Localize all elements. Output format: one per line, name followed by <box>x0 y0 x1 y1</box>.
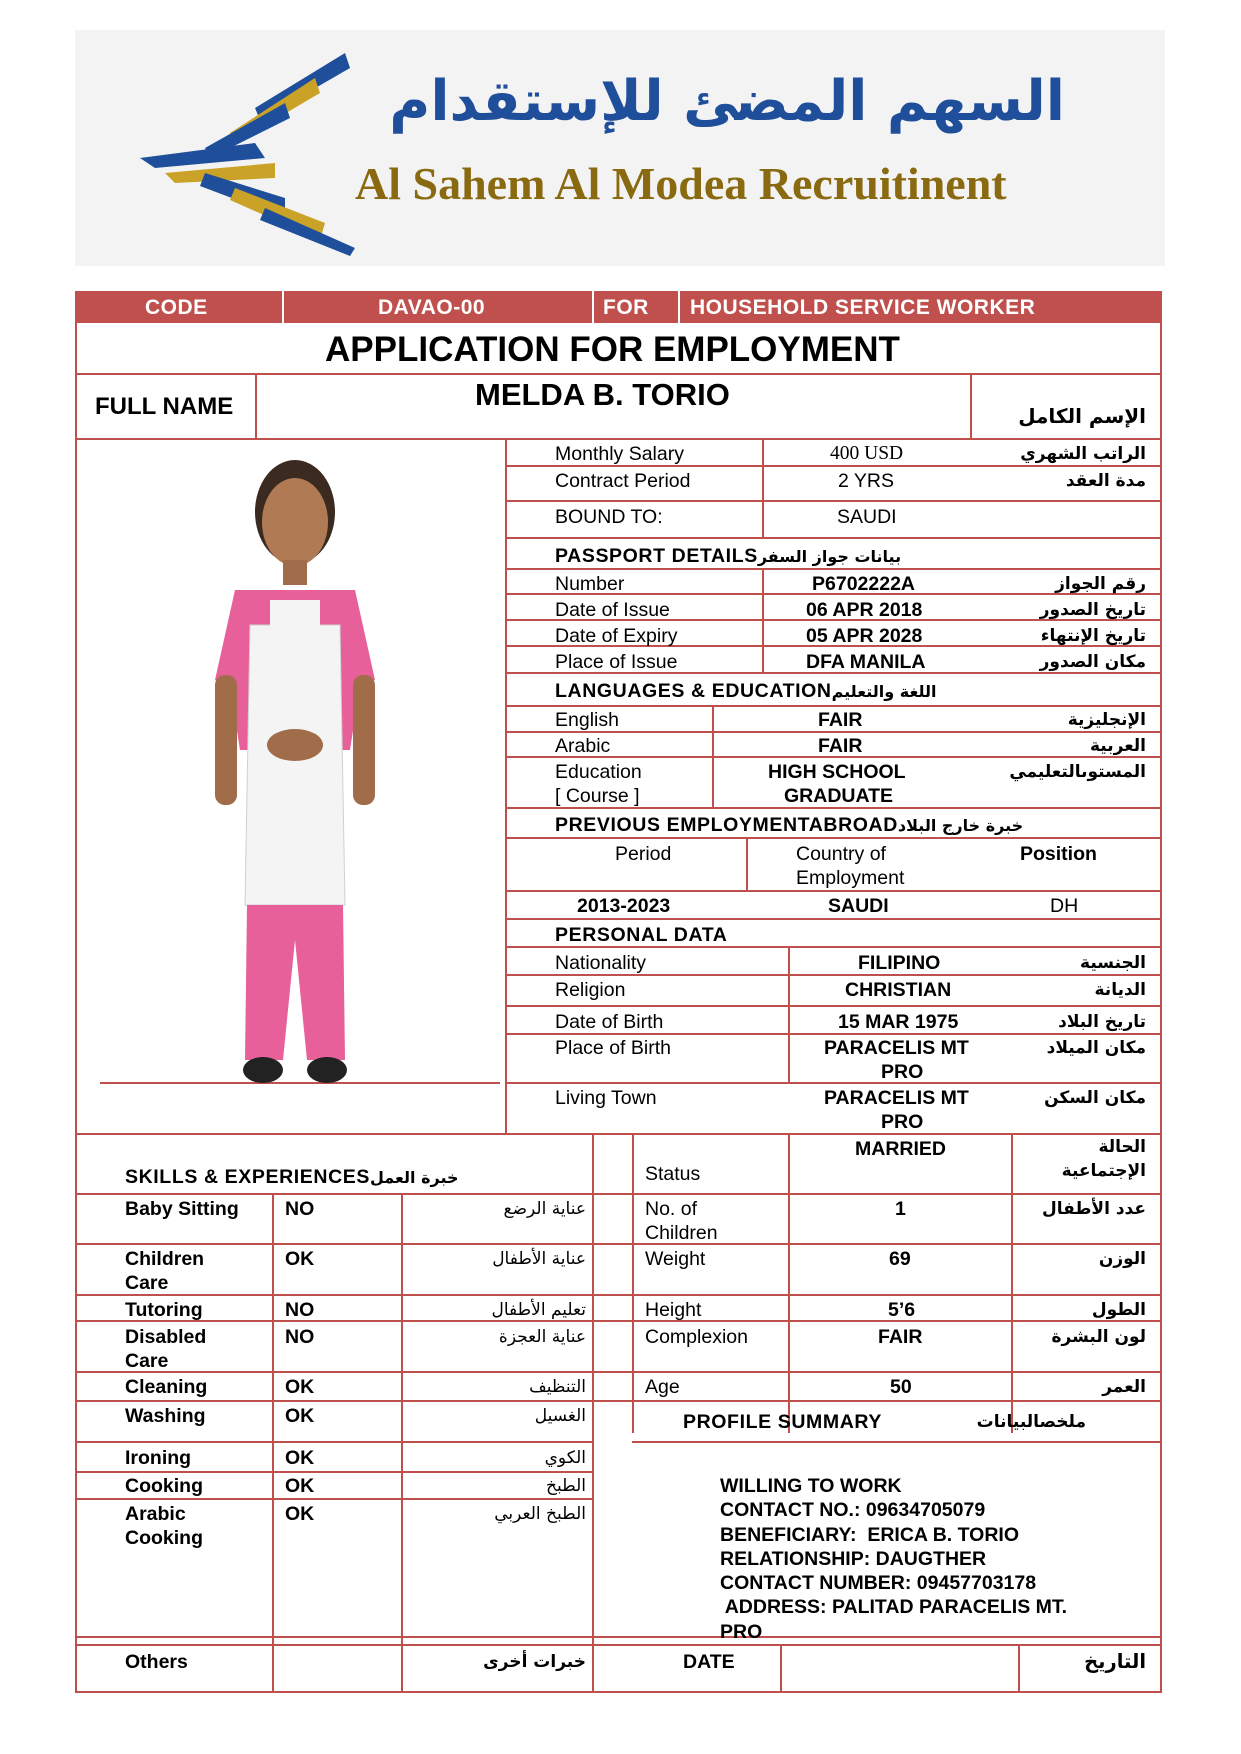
baby-sitting-label: Baby Sitting <box>125 1198 239 1220</box>
english-ar: الإنجليزية <box>1067 710 1146 730</box>
arabic-value: FAIR <box>818 735 863 757</box>
contract-period-label: Contract Period <box>555 470 691 492</box>
education-label: Education <box>555 761 642 783</box>
place-of-issue-label: Place of Issue <box>555 651 678 673</box>
logo-arabic-text: السهم المضئ للإستقدام <box>389 69 1065 134</box>
complexion-ar: لون البشرة <box>1051 1327 1146 1347</box>
living-town-label: Living Town <box>555 1087 657 1109</box>
profile-line: WILLING TO WORK <box>720 1475 902 1497</box>
cleaning-label: Cleaning <box>125 1376 208 1398</box>
full-name-label-ar: الإسم الكامل <box>1018 404 1146 428</box>
languages-heading: LANGUAGES & EDUCATIONاللغة والتعليم <box>555 680 937 702</box>
living-town-value-1: PARACELIS MT <box>824 1087 969 1109</box>
date-of-expiry-label: Date of Expiry <box>555 625 678 647</box>
children-care-label-2: Care <box>125 1272 169 1294</box>
nationality-ar: الجنسية <box>1080 953 1146 973</box>
children-label-1: No. of <box>645 1198 698 1220</box>
profile-summary-text <box>720 1474 1067 1644</box>
position-value: DH <box>1050 895 1079 917</box>
tutoring-ar: تعليم الأطفال <box>491 1300 586 1320</box>
profile-line: CONTACT NO.: 09634705079 <box>720 1499 986 1522</box>
cooking-ar: الطبخ <box>546 1476 586 1496</box>
age-value: 50 <box>890 1376 912 1398</box>
dob-ar: تاريخ البلاد <box>1058 1012 1146 1032</box>
arabic-cooking-value: OK <box>285 1503 315 1525</box>
code-label: CODE <box>145 296 208 319</box>
education-course-label: [ Course ] <box>555 785 640 807</box>
date-label-ar: التاريخ <box>1084 1650 1146 1673</box>
baby-sitting-value: NO <box>285 1198 315 1220</box>
page-title: APPLICATION FOR EMPLOYMENT <box>325 330 900 369</box>
profile-line: CONTACT NUMBER: 09457703178 <box>720 1572 1037 1595</box>
pob-value-1: PARACELIS MT <box>824 1037 969 1059</box>
age-label: Age <box>645 1376 680 1398</box>
weight-ar: الوزن <box>1098 1249 1146 1269</box>
disabled-care-label-2: Care <box>125 1350 169 1372</box>
children-care-ar: عناية الأطفال <box>492 1249 586 1269</box>
washing-ar: الغسيل <box>534 1406 586 1426</box>
passport-number-label: Number <box>555 573 625 595</box>
arrow-logo-icon <box>135 48 365 258</box>
country-header-1: Country of <box>796 843 886 865</box>
arabic-label: Arabic <box>555 735 611 757</box>
nationality-value: FILIPINO <box>858 952 941 974</box>
profile-line: BENEFICIARY: ERICA B. TORIO <box>720 1523 1020 1546</box>
monthly-salary-label: Monthly Salary <box>555 443 684 465</box>
full-name-label: FULL NAME <box>95 393 234 420</box>
baby-sitting-ar: عناية الرضع <box>503 1199 586 1219</box>
full-name-value: MELDA B. TORIO <box>475 377 730 412</box>
others-ar: خبرات أخرى <box>483 1652 586 1672</box>
place-of-issue-ar: مكان الصدور <box>1039 652 1146 672</box>
pob-ar: مكان الميلاد <box>1046 1038 1146 1058</box>
weight-label: Weight <box>645 1248 706 1270</box>
bound-to-value: SAUDI <box>837 506 897 528</box>
complexion-label: Complexion <box>645 1326 748 1348</box>
height-ar: الطول <box>1091 1300 1146 1320</box>
code-value: DAVAO-00 <box>378 296 486 319</box>
cleaning-value: OK <box>285 1376 315 1398</box>
logo-english-text: Al Sahem Al Modea Recruitinent <box>355 158 1007 209</box>
complexion-value: FAIR <box>878 1326 923 1348</box>
contract-period-ar: مدة العقد <box>1065 471 1146 491</box>
children-care-value: OK <box>285 1248 315 1270</box>
place-of-issue-value: DFA MANILA <box>806 651 926 673</box>
education-value-1: HIGH SCHOOL <box>768 761 906 783</box>
religion-label: Religion <box>555 979 626 1001</box>
others-label: Others <box>125 1651 188 1673</box>
ironing-label: Ironing <box>125 1447 192 1469</box>
profile-line: ADDRESS: PALITAD PARACELIS MT. <box>720 1596 1068 1619</box>
children-ar: عدد الأطفال <box>1042 1199 1146 1219</box>
arabic-cooking-label-2: Cooking <box>125 1527 203 1549</box>
living-town-ar: مكان السكن <box>1044 1088 1146 1108</box>
children-label-2: Children <box>645 1222 718 1244</box>
cleaning-ar: التنظيف <box>529 1377 586 1397</box>
passport-heading: PASSPORT DETAILSبيانات جواز السفر <box>555 545 902 567</box>
date-of-issue-ar: تاريخ الصدور <box>1039 600 1146 620</box>
cooking-label: Cooking <box>125 1475 203 1497</box>
dob-label: Date of Birth <box>555 1011 664 1033</box>
for-value: HOUSEHOLD SERVICE WORKER <box>690 296 1036 319</box>
children-value: 1 <box>895 1198 906 1220</box>
contract-period-value: 2 YRS <box>838 470 895 492</box>
country-value: SAUDI <box>828 895 889 917</box>
dob-value: 15 MAR 1975 <box>838 1011 959 1033</box>
washing-label: Washing <box>125 1405 206 1427</box>
age-ar: العمر <box>1102 1377 1146 1397</box>
applicant-photo <box>195 450 395 1120</box>
status-ar-1: الحالة <box>1098 1137 1146 1157</box>
date-of-expiry-ar: تاريخ الإنتهاء <box>1040 626 1146 646</box>
english-label: English <box>555 709 619 731</box>
date-of-issue-value: 06 APR 2018 <box>806 599 923 621</box>
date-label: DATE <box>683 1651 735 1673</box>
washing-value: OK <box>285 1405 315 1427</box>
status-ar-2: الإجتماعية <box>1061 1161 1146 1181</box>
personal-heading: PERSONAL DATA <box>555 924 728 946</box>
pob-label: Place of Birth <box>555 1037 671 1059</box>
english-value: FAIR <box>818 709 863 731</box>
country-header-2: Employment <box>796 867 905 889</box>
education-ar: المستوىالتعليمي <box>1009 762 1146 782</box>
pob-value-2: PRO <box>881 1061 924 1083</box>
ironing-ar: الكوي <box>544 1448 586 1468</box>
profile-heading: PROFILE SUMMARY <box>683 1411 882 1433</box>
date-of-expiry-value: 05 APR 2028 <box>806 625 923 647</box>
height-value: 5’6 <box>888 1299 916 1321</box>
living-town-value-2: PRO <box>881 1111 924 1133</box>
ironing-value: OK <box>285 1447 315 1469</box>
profile-line: RELATIONSHIP: DAUGTHER <box>720 1547 987 1570</box>
period-value: 2013-2023 <box>577 895 671 917</box>
weight-value: 69 <box>889 1248 911 1270</box>
status-label: Status <box>645 1163 701 1185</box>
skills-heading: SKILLS & EXPERIENCESخبرة العمل <box>125 1166 459 1188</box>
date-of-issue-label: Date of Issue <box>555 599 670 621</box>
religion-ar: الديانة <box>1094 980 1146 1000</box>
disabled-care-value: NO <box>285 1326 315 1348</box>
passport-number-ar: رقم الجواز <box>1055 574 1146 594</box>
period-header: Period <box>615 843 672 865</box>
tutoring-value: NO <box>285 1299 315 1321</box>
religion-value: CHRISTIAN <box>845 979 952 1001</box>
monthly-salary-ar: الراتب الشهري <box>1020 444 1146 464</box>
disabled-care-label-1: Disabled <box>125 1326 207 1348</box>
education-value-2: GRADUATE <box>784 785 894 807</box>
disabled-care-ar: عناية العجزة <box>498 1327 586 1347</box>
arabic-cooking-ar: الطبخ العربي <box>494 1504 586 1524</box>
children-care-label-1: Children <box>125 1248 205 1270</box>
height-label: Height <box>645 1299 702 1321</box>
arabic-cooking-label-1: Arabic <box>125 1503 186 1525</box>
cooking-value: OK <box>285 1475 315 1497</box>
profile-line: PRO <box>720 1620 763 1643</box>
passport-number-value: P6702222A <box>812 573 916 595</box>
status-value: MARRIED <box>855 1138 946 1160</box>
for-label: FOR <box>603 296 649 319</box>
previous-heading: PREVIOUS EMPLOYMENTABROADخبرة خارج البلاد <box>555 814 1024 836</box>
position-header: Position <box>1020 843 1097 865</box>
logo-banner <box>75 30 1165 266</box>
profile-heading-ar: ملخصالبيانات <box>976 1412 1086 1432</box>
tutoring-label: Tutoring <box>125 1299 203 1321</box>
monthly-salary-value: 400 USD <box>830 443 904 464</box>
arabic-ar: العربية <box>1089 736 1146 756</box>
nationality-label: Nationality <box>555 952 647 974</box>
bound-to-label: BOUND TO: <box>555 506 663 528</box>
